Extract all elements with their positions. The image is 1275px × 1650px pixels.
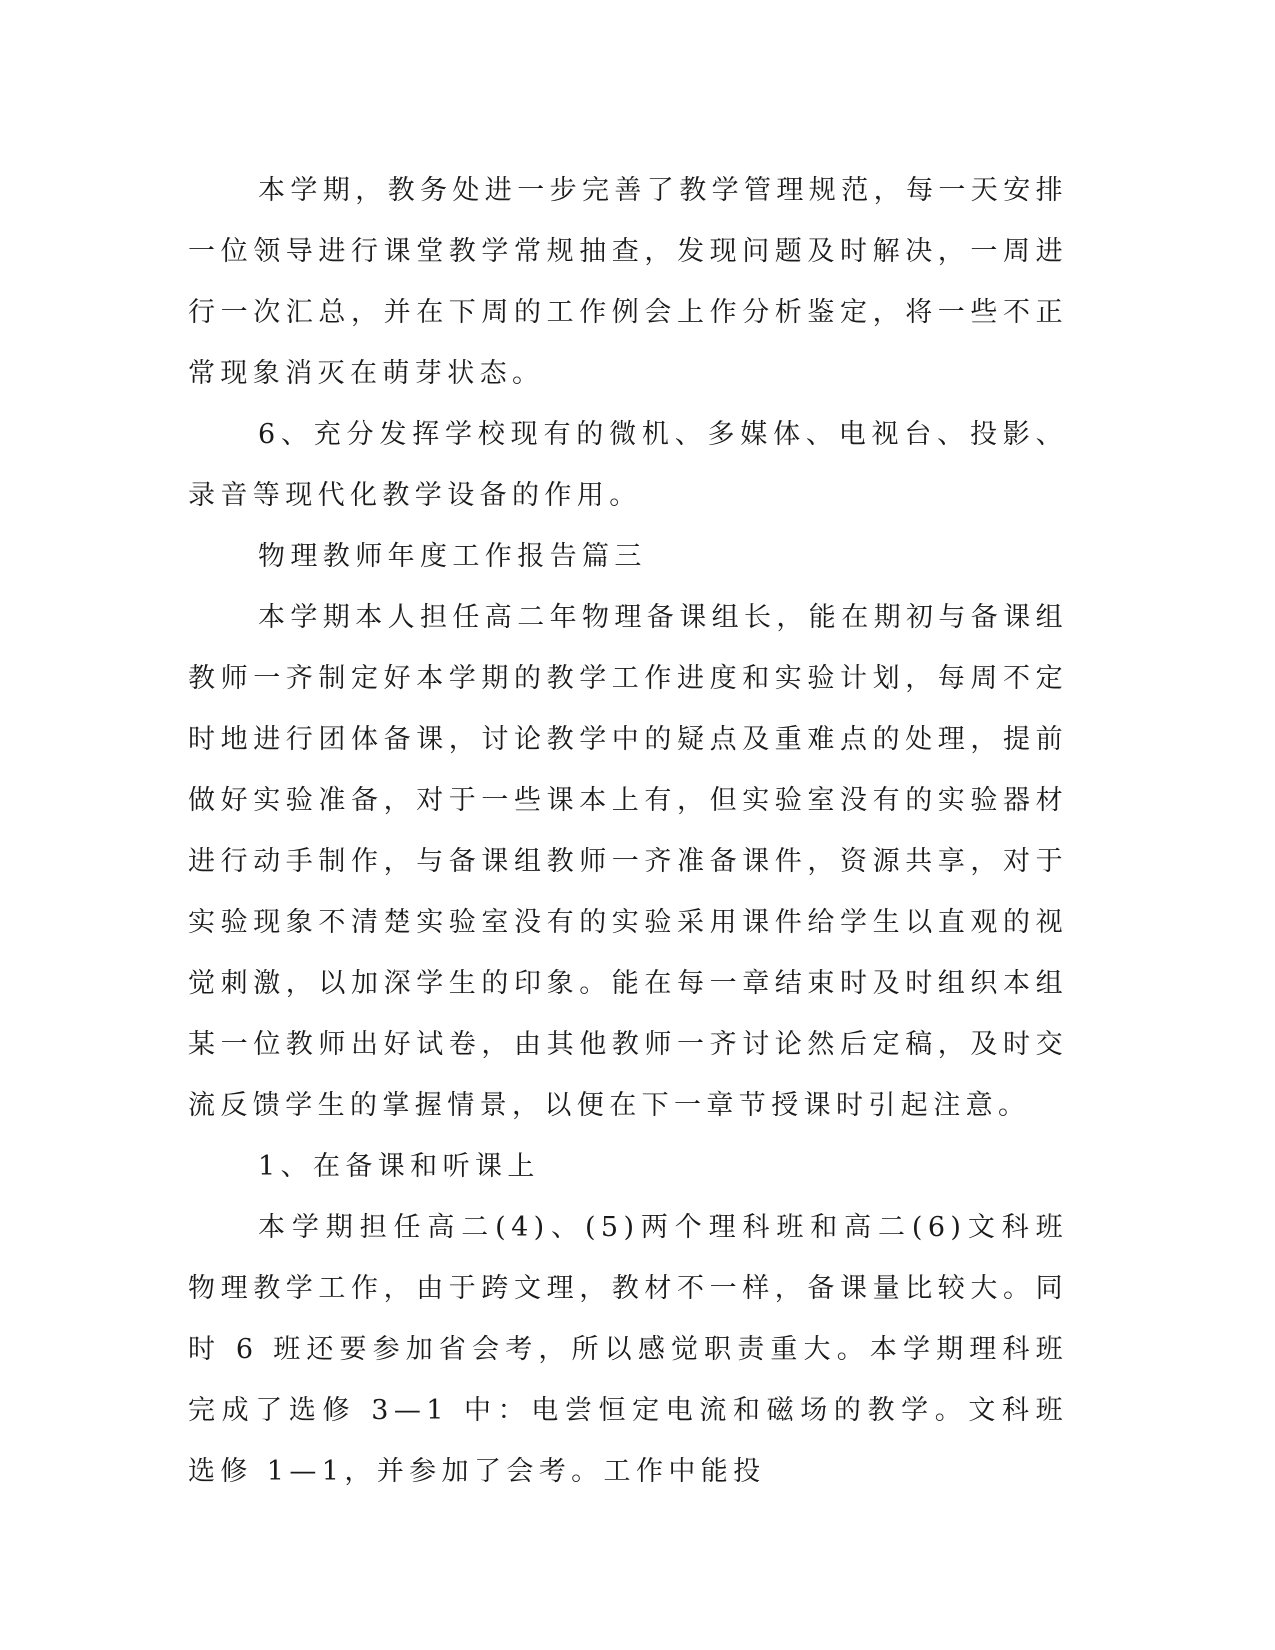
paragraph-teaching-assignment: 本学期担任高二(4)、(5)两个理科班和高二(6)文科班物理教学工作，由于跨文理，教材不一样，备课量比较大。同时 6 班还要参加省会考，所以感觉职责重大。本学期理科班完成了选修 3—1 中：电尝恒定电流和磁场的教学。文科班选修 1—1，并参加了会考。工作中能投 xyxy=(188,1212,1068,1487)
paragraph-management-norms: 本学期，教务处进一步完善了教学管理规范，每一天安排一位领导进行课堂教学常规抽查，发现问题及时解决，一周进行一次汇总，并在下周的工作例会上作分析鉴定，将一些不正常现象消灭在萌芽状态。 xyxy=(188,175,1068,389)
paragraph-item-6-equipment: 6、充分发挥学校现有的微机、多媒体、电视台、投影、录音等现代化教学设备的作用。 xyxy=(188,419,1068,511)
document-body xyxy=(188,160,1068,1502)
section-heading: 物理教师年度工作报告篇三 xyxy=(258,541,647,572)
subheading-item-1: 1、在备课和听课上 xyxy=(258,1151,540,1182)
paragraph-lesson-group-leader: 本学期本人担任高二年物理备课组长，能在期初与备课组教师一齐制定好本学期的教学工作进度和实验计划，每周不定时地进行团体备课，讨论教学中的疑点及重难点的处理，提前做好实验准备，对于一些课本上有，但实验室没有的实验器材进行动手制作，与备课组教师一齐准备课件，资源共享，对于实验现象不清楚实验室没有的实验采用课件给学生以直观的视觉刺激，以加深学生的印象。能在每一章结束时及时组织本组某一位教师出好试卷，由其他教师一齐讨论然后定稿，及时交流反馈学生的掌握情景，以便在下一章节授课时引起注意。 xyxy=(188,602,1068,1121)
